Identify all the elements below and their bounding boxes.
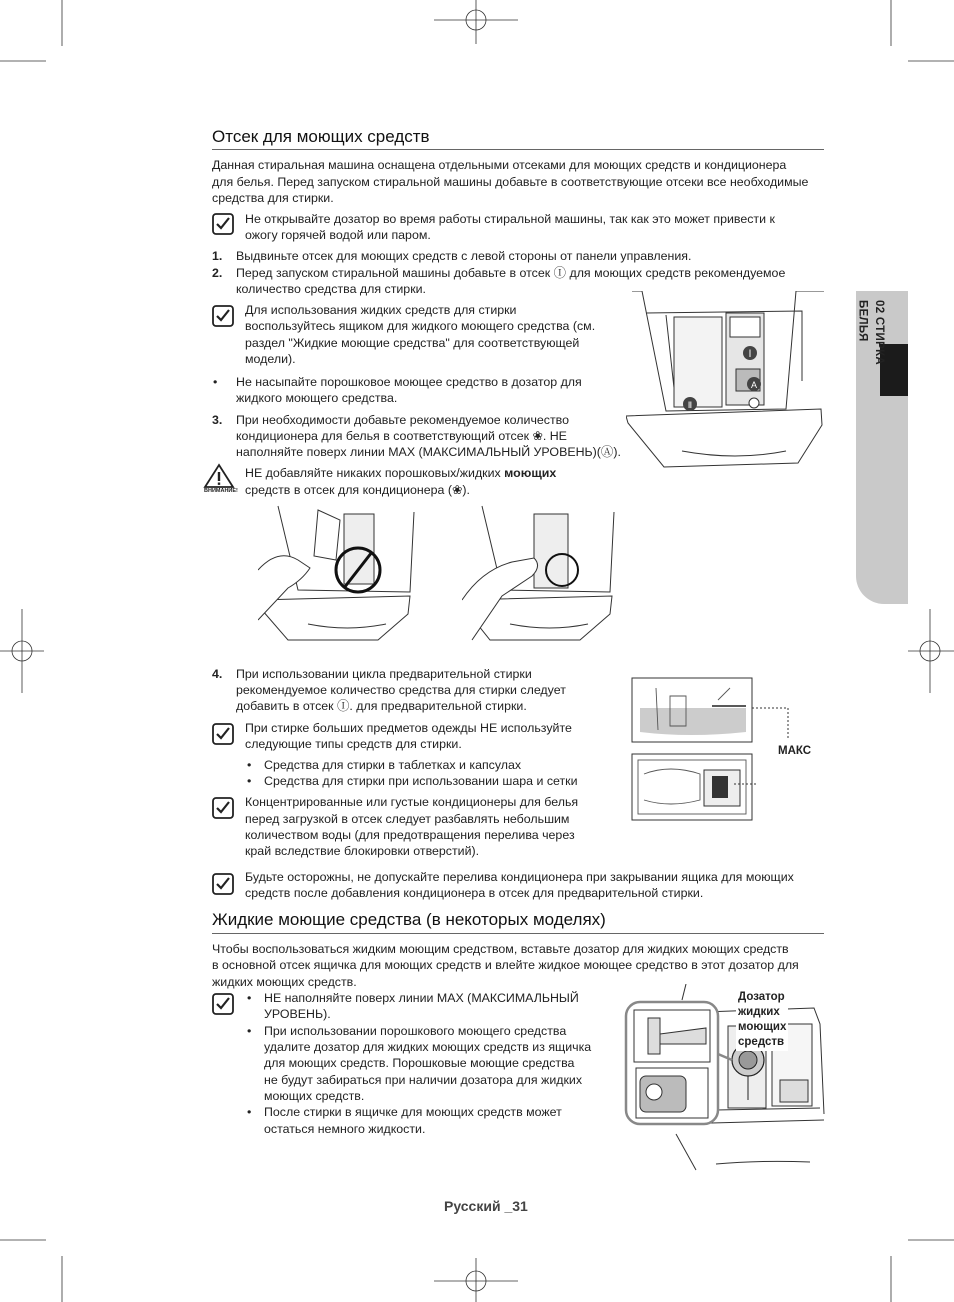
section-title: Жидкие моющие средства (в некоторых моделях) [212, 910, 606, 929]
step-text: рекомендуемое количество средства для стирки следует [236, 683, 566, 697]
warning-line: средств в отсек для кондиционера (❀). [245, 483, 470, 497]
note-icon [212, 213, 234, 235]
bullet-dot: • [247, 1105, 252, 1119]
step-text: Перед запуском стиральной машины добавьте в отсек Ⓘ для моющих средств рекомендуемое [236, 266, 786, 280]
chapter-tab-label: 02 СТИРКА БЕЛЬЯ [856, 300, 885, 365]
max-label: МАКС [778, 745, 812, 757]
note-line: воспользуйтесь ящиком для жидкого моющего средства (см. [245, 319, 596, 333]
step-text: кондиционера для белья в соответствующий отсек ❀. НЕ [236, 429, 567, 443]
warning-icon [203, 463, 235, 491]
bullet-dot: • [247, 758, 252, 772]
step-text: При необходимости добавьте рекомендуемое количество [236, 413, 569, 427]
step-text: Выдвиньте отсек для моющих средств с левой стороны от панели управления. [236, 249, 692, 263]
bullet-text: Не насыпайте порошковое моющее средство в дозатор для [236, 375, 582, 389]
bullet-text: При использовании порошкового моющего средства [264, 1024, 567, 1038]
dispenser-label-line: средств [738, 1036, 785, 1048]
bullet-dot: • [247, 774, 252, 788]
note-line: раздел "Жидкие моющие средства" для соответствующей [245, 336, 580, 350]
svg-text:A: A [750, 380, 758, 390]
svg-text:Ⅰ: Ⅰ [748, 349, 752, 360]
note-line: количеством воды (для предотвращения перелива через [245, 828, 575, 842]
title-rule [212, 933, 824, 934]
note-icon [212, 723, 234, 745]
dispenser-label-line: жидких [738, 1006, 780, 1018]
bullet-text: удалите дозатор для жидких моющих средств из ящичка [264, 1040, 592, 1054]
warning-label: ВНИМАНИЕ! [204, 488, 238, 494]
note-icon [212, 305, 234, 327]
warning-line: НЕ добавляйте никаких порошковых/жидких моющих [245, 466, 557, 480]
note-line: следующие типы средств для стирки. [245, 737, 462, 751]
intro-line: для белья. Перед запуском стиральной машины добавьте в соответствующие отсеки все необходимые [212, 175, 809, 189]
bullet-text: для моющих средств. Порошковые моющие средства [264, 1056, 575, 1070]
liquid-dispenser-illustration [620, 984, 826, 1174]
note-line: перед загрузкой в отсек следует разбавлять небольшим [245, 812, 570, 826]
bullet-text: УРОВЕНЬ). [264, 1007, 331, 1021]
pour-liquid-illustration [462, 500, 617, 642]
note-line: Не открывайте дозатор во время работы стиральной машины, так как это может привести к [245, 212, 775, 226]
bullet-text: Средства для стирки при использовании шара и сетки [264, 774, 578, 788]
step-number: 3. [212, 413, 223, 427]
bullet-text: НЕ наполняйте поверх линии MAX (МАКСИМАЛЬНЫЙ [264, 991, 579, 1005]
intro-line: Чтобы воспользоваться жидким моющим средством, вставьте дозатор для жидких моющих средств [212, 942, 789, 956]
step-number: 1. [212, 249, 223, 263]
intro-line: жидких моющих средств. [212, 975, 357, 989]
note-line: Будьте осторожны, не допускайте перелива кондиционера при закрывании ящика для моющих [245, 870, 794, 884]
title-rule [212, 149, 824, 150]
step-text: наполняйте поверх линии MAX (МАКСИМАЛЬНЫЙ УРОВЕНЬ)(Ⓐ). [236, 445, 621, 459]
intro-line: в основной отсек ящичка для моющих средств и влейте жидкое моющее средство в этот дозатор для [212, 958, 799, 972]
step-text: количество средства для стирки. [236, 282, 426, 296]
step-number: 4. [212, 667, 223, 681]
note-line: средств после добавления кондиционера в отсек для предварительной стирки. [245, 886, 704, 900]
note-line: модели). [245, 352, 296, 366]
intro-line: Данная стиральная машина оснащена отдельными отсеками для моющих средств и кондиционера [212, 158, 787, 172]
note-icon [212, 993, 234, 1015]
step-number: 2. [212, 266, 223, 280]
bullet-text: После стирки в ящичке для моющих средств может [264, 1105, 562, 1119]
pour-powder-prohibited-illustration [258, 500, 418, 642]
dispenser-label-line: моющих [738, 1021, 787, 1033]
bullet-dot: • [247, 1024, 252, 1038]
note-line: При стирке больших предметов одежды НЕ используйте [245, 721, 572, 735]
note-line: Для использования жидких средств для стирки [245, 303, 517, 317]
bullet-dot: • [247, 991, 252, 1005]
step-text: добавить в отсек Ⓘ. для предварительной стирки. [236, 699, 527, 713]
bullet-text: остаться немного жидкости. [264, 1122, 426, 1136]
bullet-text: не будут забираться при наличии дозатора для жидких [264, 1073, 583, 1087]
max-level-illustration [630, 676, 790, 822]
section-title: Отсек для моющих средств [212, 127, 430, 146]
note-line: край вследствие блокировки отверстий). [245, 844, 480, 858]
note-icon [212, 873, 234, 895]
dispenser-callout [736, 989, 788, 1051]
bullet-text: Средства для стирки в таблетках и капсулах [264, 758, 522, 772]
detergent-drawer-illustration [626, 291, 826, 471]
intro-line: средства для стирки. [212, 191, 334, 205]
note-line: ожогу горячей водой или паром. [245, 228, 431, 242]
note-icon [212, 797, 234, 819]
page-footer: Русский _31 [444, 1198, 528, 1214]
note-line: Концентрированные или густые кондиционеры для белья [245, 795, 579, 809]
svg-text:Ⅱ: Ⅱ [687, 400, 693, 410]
dispenser-label-line: Дозатор [738, 991, 785, 1003]
bullet-dot: • [213, 375, 218, 389]
bullet-text: жидкого моющего средства. [236, 391, 398, 405]
bullet-text: моющих средств. [264, 1089, 365, 1103]
step-text: При использовании цикла предварительной стирки [236, 667, 532, 681]
